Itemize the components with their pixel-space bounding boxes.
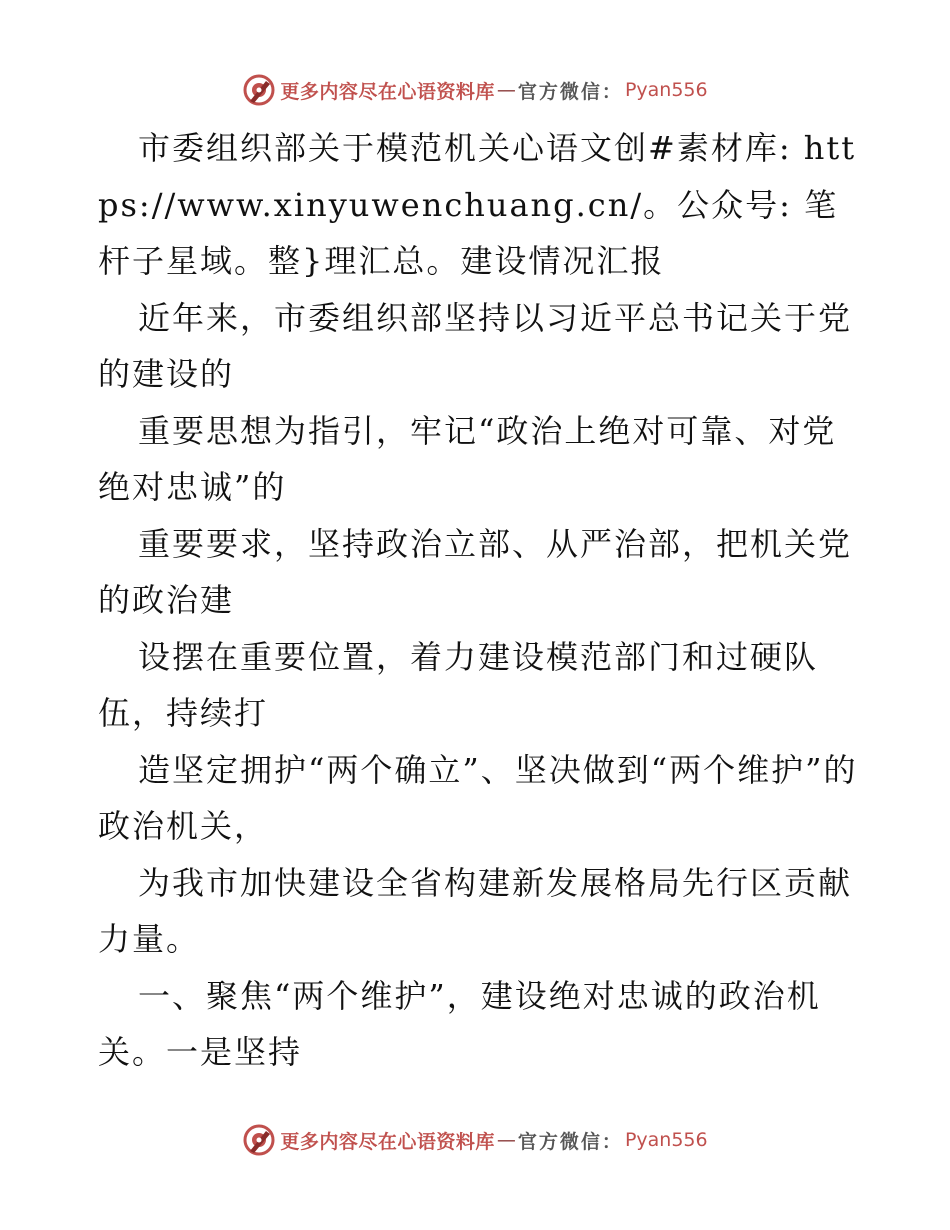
watermark-wechat-id: Pyan556 [624,1129,708,1151]
watermark-main-text: 更多内容尽在心语资料库 [280,80,495,103]
watermark-main-text: 更多内容尽在心语资料库 [280,1130,495,1153]
paragraph-title: 市委组织部关于模范机关心语文创#素材库: https://www.xinyuwenchuang.cn/。公众号: 笔杆子星域。整}理汇总。建设情况汇报 [98,129,857,280]
paragraph: 近年来，市委组织部坚持以习近平总书记关于党的建设的 [98,298,853,393]
pen-logo-icon [242,1123,276,1157]
paragraph: 为我市加快建设全省构建新发展格局先行区贡献力量。 [98,863,853,958]
footer-watermark [0,1120,950,1160]
paragraph: 造坚定拥护“两个确立”、坚决做到“两个维护”的政治机关， [98,750,858,845]
document-body [98,120,858,1081]
paragraph: 设摆在重要位置，着力建设模范部门和过硬队伍，持续打 [98,637,819,732]
paragraph: 一、聚焦“两个维护”，建设绝对忠诚的政治机关。一是坚持 [98,976,821,1071]
paragraph: 重要要求，坚持政治立部、从严治部，把机关党的政治建 [98,524,853,619]
watermark-wechat-label: 官方微信： [517,80,623,103]
pen-logo-icon [242,73,276,107]
watermark-separator: — [496,1129,516,1151]
watermark-wechat-label: 官方微信： [517,1130,623,1153]
header-watermark [0,70,950,110]
watermark-wechat-id: Pyan556 [624,79,708,101]
paragraph: 重要思想为指引，牢记“政治上绝对可靠、对党绝对忠诚”的 [98,411,837,506]
watermark-separator: — [496,79,516,101]
